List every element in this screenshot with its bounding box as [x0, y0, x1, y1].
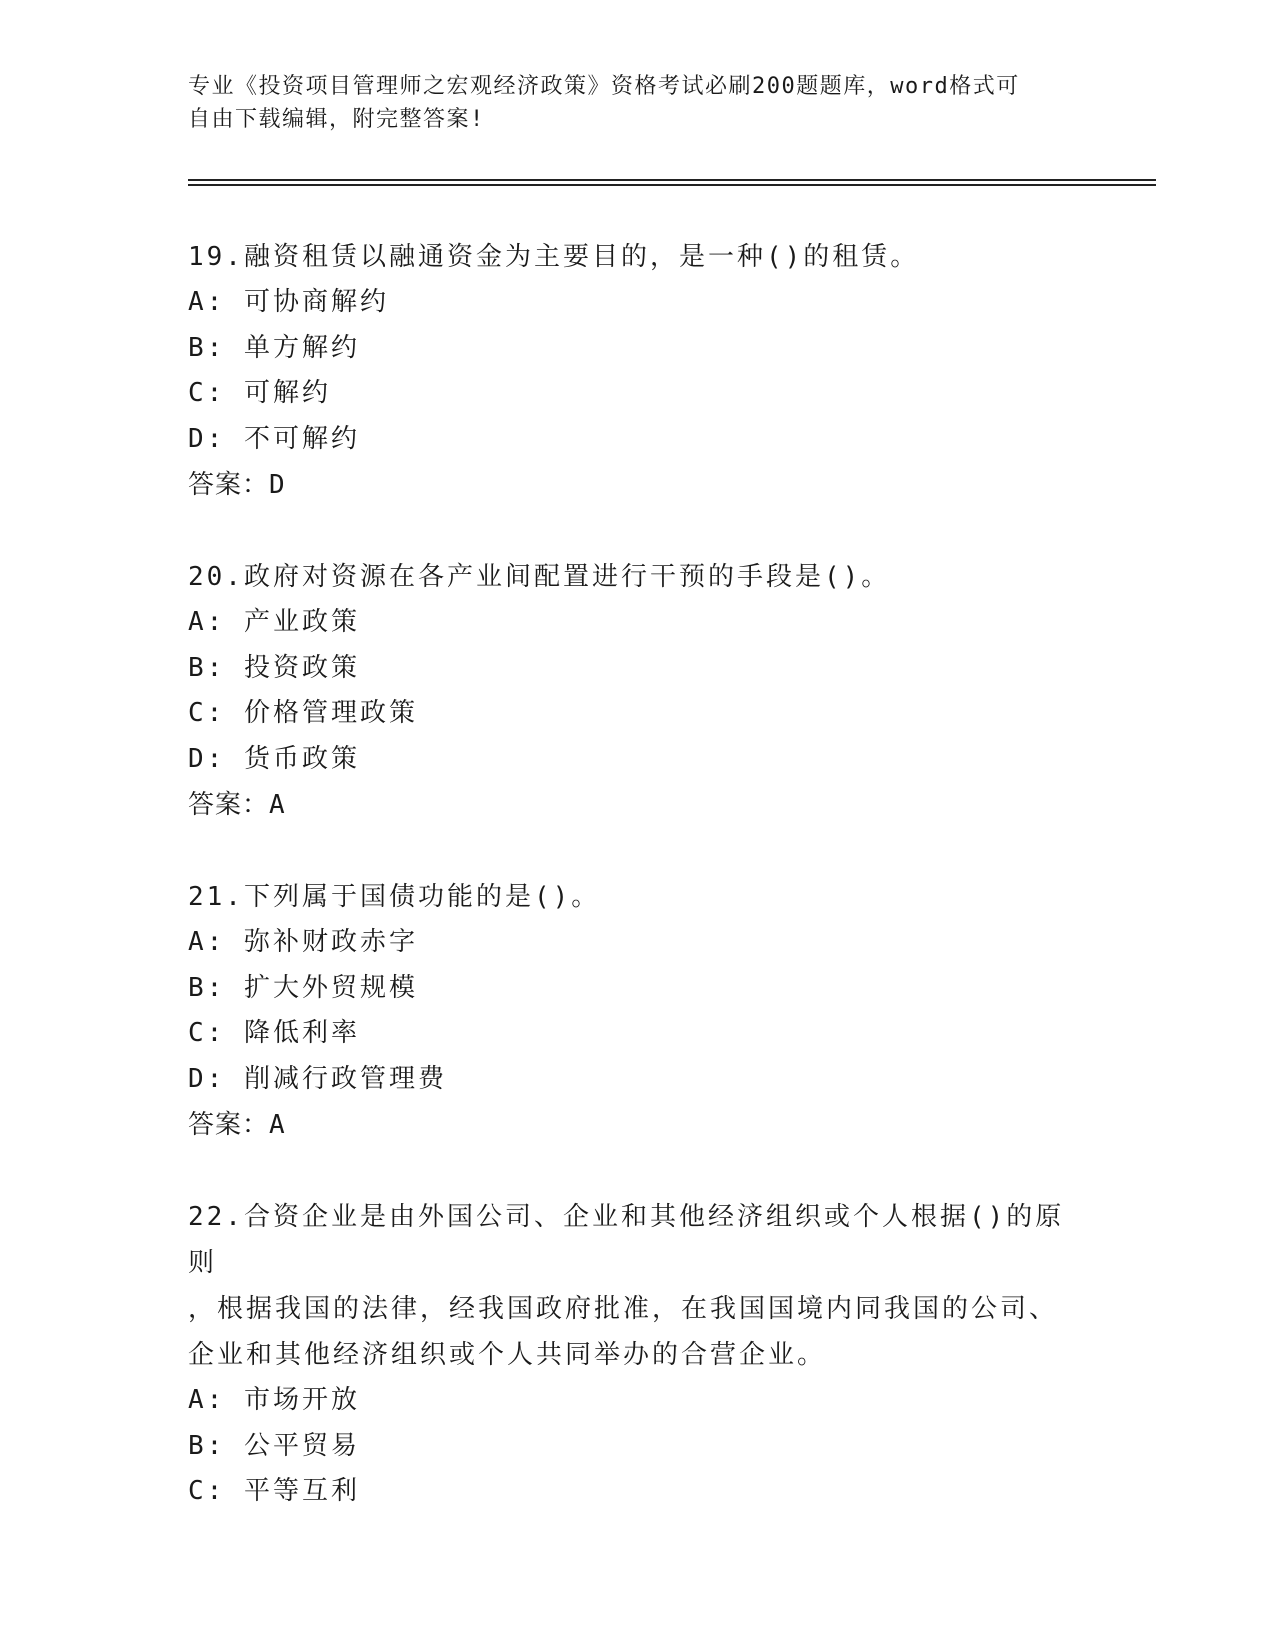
question-stem-line-1: 22.合资企业是由外国公司、企业和其他经济组织或个人根据()的原则 — [188, 1202, 1065, 1278]
answer: 答案：A — [188, 1110, 286, 1140]
question-20 — [188, 554, 1088, 828]
option-a: A: 产业政策 — [188, 607, 360, 637]
option-b: B: 投资政策 — [188, 652, 360, 683]
option-d: D: 削减行政管理费 — [188, 1063, 447, 1094]
option-d: D: 不可解约 — [188, 423, 360, 454]
option-c: C: 平等互利 — [188, 1476, 360, 1506]
header-line-1: 专业《投资项目管理师之宏观经济政策》资格考试必刷200题题库，word格式可 — [188, 74, 1020, 99]
option-c: C: 降低利率 — [188, 1018, 360, 1048]
question-21 — [188, 874, 1088, 1148]
question-stem-line-3: 企业和其他经济组织或个人共同举办的合营企业。 — [188, 1340, 827, 1370]
question-stem: 20.政府对资源在各产业间配置进行干预的手段是()。 — [188, 562, 891, 592]
option-a: A: 可协商解约 — [188, 287, 389, 317]
option-c: C: 可解约 — [188, 378, 331, 408]
question-stem: 19.融资租赁以融通资金为主要目的，是一种()的租赁。 — [188, 242, 920, 272]
answer: 答案：D — [188, 470, 286, 500]
option-b: B: 扩大外贸规模 — [188, 972, 418, 1003]
option-a: A: 市场开放 — [188, 1385, 360, 1415]
option-b: B: 公平贸易 — [188, 1430, 360, 1461]
option-a: A: 弥补财政赤字 — [188, 927, 418, 957]
answer: 答案：A — [188, 790, 286, 820]
header-divider-top — [188, 179, 1156, 181]
header-divider-bottom — [188, 184, 1156, 186]
header-line-2: 自由下载编辑，附完整答案! — [188, 107, 485, 132]
question-stem-line-2: ，根据我国的法律，经我国政府批准，在我国国境内同我国的公司、 — [188, 1294, 1059, 1324]
question-19 — [188, 234, 1088, 508]
document-header — [188, 70, 1068, 136]
question-22 — [188, 1194, 1088, 1515]
option-d: D: 货币政策 — [188, 743, 360, 774]
question-stem: 21.下列属于国债功能的是()。 — [188, 882, 601, 912]
option-b: B: 单方解约 — [188, 332, 360, 363]
option-c: C: 价格管理政策 — [188, 698, 418, 728]
